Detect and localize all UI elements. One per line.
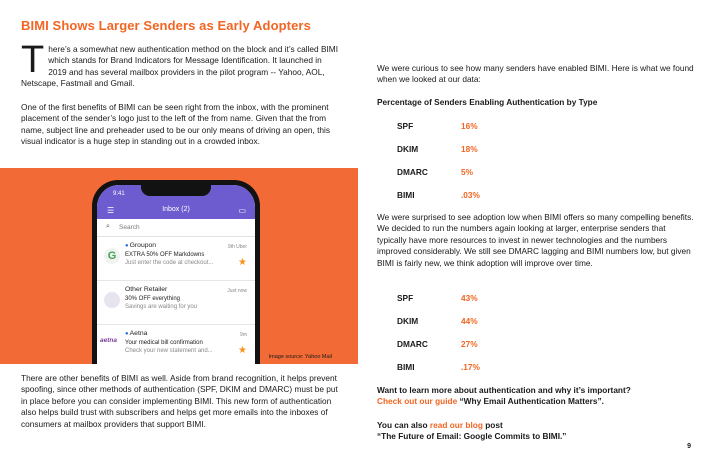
- status-bar: [97, 185, 255, 203]
- guide-title: “Why Email Authentication Matters”.: [457, 396, 604, 407]
- phone-screen: [97, 185, 255, 364]
- unread-dot-icon: ●: [125, 331, 129, 337]
- blog-cta: [377, 420, 695, 443]
- row-value: 27%: [461, 339, 478, 349]
- row-label: SPF: [397, 293, 414, 303]
- row-value: 5%: [461, 167, 473, 177]
- email-subject: 30% OFF everything: [125, 295, 181, 302]
- aetna-logo: aetna: [100, 337, 117, 344]
- guide-link[interactable]: Check out our guide: [377, 396, 458, 407]
- email-sender: Groupon: [129, 242, 157, 249]
- email-item: [97, 237, 255, 281]
- menu-icon: ☰: [107, 206, 115, 215]
- guide-cta-text: Want to learn more about authentication and why it’s important?: [377, 385, 631, 395]
- row-label: DKIM: [397, 316, 419, 326]
- other-benefits-paragraph: There are other benefits of BIMI as well. Aside from brand recognition, it helps prevent spoofing, since other methods of authentication (SPF, DKIM and DMARC) must be put in place before you can consider implementing BIMI. This new form of authentication also helps build trust with subscribers and helps get more emails into the inboxes of consumers at mailbox providers that support BIMI.: [21, 373, 338, 429]
- intro-text: here’s a somewhat new authentication method on the block and it’s called BIMI which stands for Brand Indicators for Message Identification. It launched in 2019 and has several mailbox providers in the pilot program -- Yahoo, AOL, Netscape, Fastmail and Gmail.: [21, 44, 339, 89]
- row-label: DMARC: [397, 167, 428, 177]
- guide-cta: [377, 385, 695, 408]
- email-item: [97, 325, 255, 364]
- star-icon: ★: [238, 345, 247, 356]
- placeholder-avatar: [104, 292, 120, 308]
- unread-dot-icon: ●: [125, 243, 129, 249]
- blog-cta-pre: You can also: [377, 420, 430, 430]
- row-value: .03%: [461, 190, 480, 200]
- phone-notch: [141, 185, 211, 196]
- search-bar: [97, 219, 255, 237]
- search-icon: ⌕: [106, 223, 110, 230]
- row-label: BIMI: [397, 362, 415, 372]
- blog-cta-post: post: [482, 420, 503, 430]
- email-preview: Savings are waiting for you: [125, 304, 198, 310]
- email-preview: Check your new statement and...: [125, 348, 213, 354]
- hero-image: [0, 168, 358, 364]
- image-caption: Image source: Yahoo Mail: [268, 354, 332, 360]
- row-label: DMARC: [397, 339, 428, 349]
- row-value: 16%: [461, 121, 478, 131]
- row-label: DKIM: [397, 144, 419, 154]
- email-time: 9m: [240, 332, 247, 338]
- blog-title: “The Future of Email: Google Commits to BIMI.”: [377, 431, 567, 442]
- blog-link[interactable]: read our blog: [429, 420, 483, 430]
- star-icon: ★: [238, 257, 247, 268]
- row-value: .17%: [461, 362, 480, 372]
- page-title: BIMI Shows Larger Senders as Early Adopters: [21, 18, 311, 33]
- email-sender: Aetna: [129, 330, 148, 337]
- status-time: 9:41: [113, 191, 125, 197]
- row-label: SPF: [397, 121, 414, 131]
- row-value: 43%: [461, 293, 478, 303]
- mail-app-bar: [97, 203, 255, 219]
- data-intro-paragraph: We were curious to see how many senders have enabled BIMI. Here is what we found when we looked at our data:: [377, 63, 694, 85]
- inbox-title: Inbox (2): [162, 206, 190, 213]
- table-heading: Percentage of Senders Enabling Authentication by Type: [377, 97, 598, 107]
- email-subject: Your medical bill confirmation: [125, 339, 203, 346]
- groupon-logo: G: [104, 248, 120, 264]
- row-value: 18%: [461, 144, 478, 154]
- compose-icon: ▭: [238, 206, 246, 215]
- email-subject: EXTRA 50% OFF Markdowns: [125, 251, 205, 258]
- page-number: 9: [687, 443, 691, 450]
- drop-cap: T: [21, 39, 45, 81]
- email-time: 9th Uber: [227, 244, 247, 250]
- search-placeholder: Search: [119, 224, 140, 231]
- row-value: 44%: [461, 316, 478, 326]
- row-label: BIMI: [397, 190, 415, 200]
- adoption-paragraph: We were surprised to see adoption low when BIMI offers so many compelling benefits. We decided to run the numbers again looking at larger, enterprise senders that typically have more resources to invest in newer technologies and the numbers improved considerably. We still see DMARC lagging and BIMI numbers low, but given BIMI is fairly new, we think adoption will improve over time.: [377, 212, 694, 268]
- intro-paragraph: [21, 39, 339, 90]
- email-sender: Other Retailer: [125, 286, 168, 293]
- email-time: Just now: [227, 288, 247, 294]
- phone-mockup: [92, 180, 260, 364]
- email-item: [97, 281, 255, 325]
- email-preview: Just enter the code at checkout...: [125, 260, 214, 266]
- benefits-paragraph: One of the first benefits of BIMI can be seen right from the inbox, with the prominent placement of the sender’s logo just to the left of the from name. Given that the from name, subject line and preheader used to be our only means of driving an open, this visual indicator is a huge step in standing out in a crowded inbox.: [21, 102, 331, 147]
